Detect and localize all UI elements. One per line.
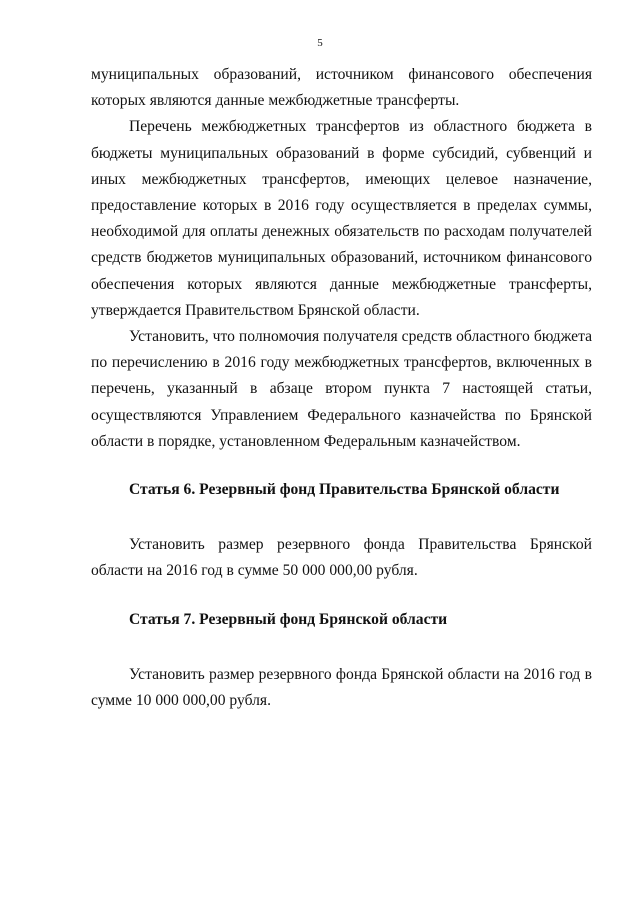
paragraph-transfer-list: Перечень межбюджетных трансфертов из областного бюджета в бюджеты муниципальных образований в форме субсидий, субвенций и иных межбюджетных трансфертов, имеющих целевое назначение, предоставление которых в 2016 году осуществляется в пределах суммы, необходимой для оплаты денежных обязательств по расходам получателей средств бюджетов муниципальных образований, источником финансового обеспечения которых являются данные межбюджетные трансферты, утверждается Правительством Брянской области. (91, 118, 592, 319)
document-body (91, 62, 592, 714)
paragraph-continued: муниципальных образований, источником финансового обеспечения которых являются данные межбюджетные трансферты. (91, 66, 592, 110)
page-number: 5 (317, 37, 323, 49)
spacer (91, 633, 592, 662)
spacer (91, 585, 592, 607)
spacer (91, 455, 592, 477)
article-6-text: Установить размер резервного фонда Правительства Брянской области на 2016 год в сумме 50 000 000,00 рубля. (91, 536, 592, 580)
spacer (91, 503, 592, 532)
article-6-heading: Статья 6. Резервный фонд Правительства Брянской области (129, 481, 560, 499)
paragraph-authority: Установить, что полномочия получателя средств областного бюджета по перечислению в 2016 году межбюджетных трансфертов, включенных в перечень, указанный в абзаце втором пункта 7 настоящей статьи, осуществляются Управлением Федерального казначейства по Брянской области в порядке, установленном Федеральным казначейством. (91, 328, 592, 450)
article-7-heading: Статья 7. Резервный фонд Брянской области (129, 610, 448, 628)
article-7-text: Установить размер резервного фонда Брянской области на 2016 год в сумме 10 000 000,00 рубля. (91, 665, 592, 710)
